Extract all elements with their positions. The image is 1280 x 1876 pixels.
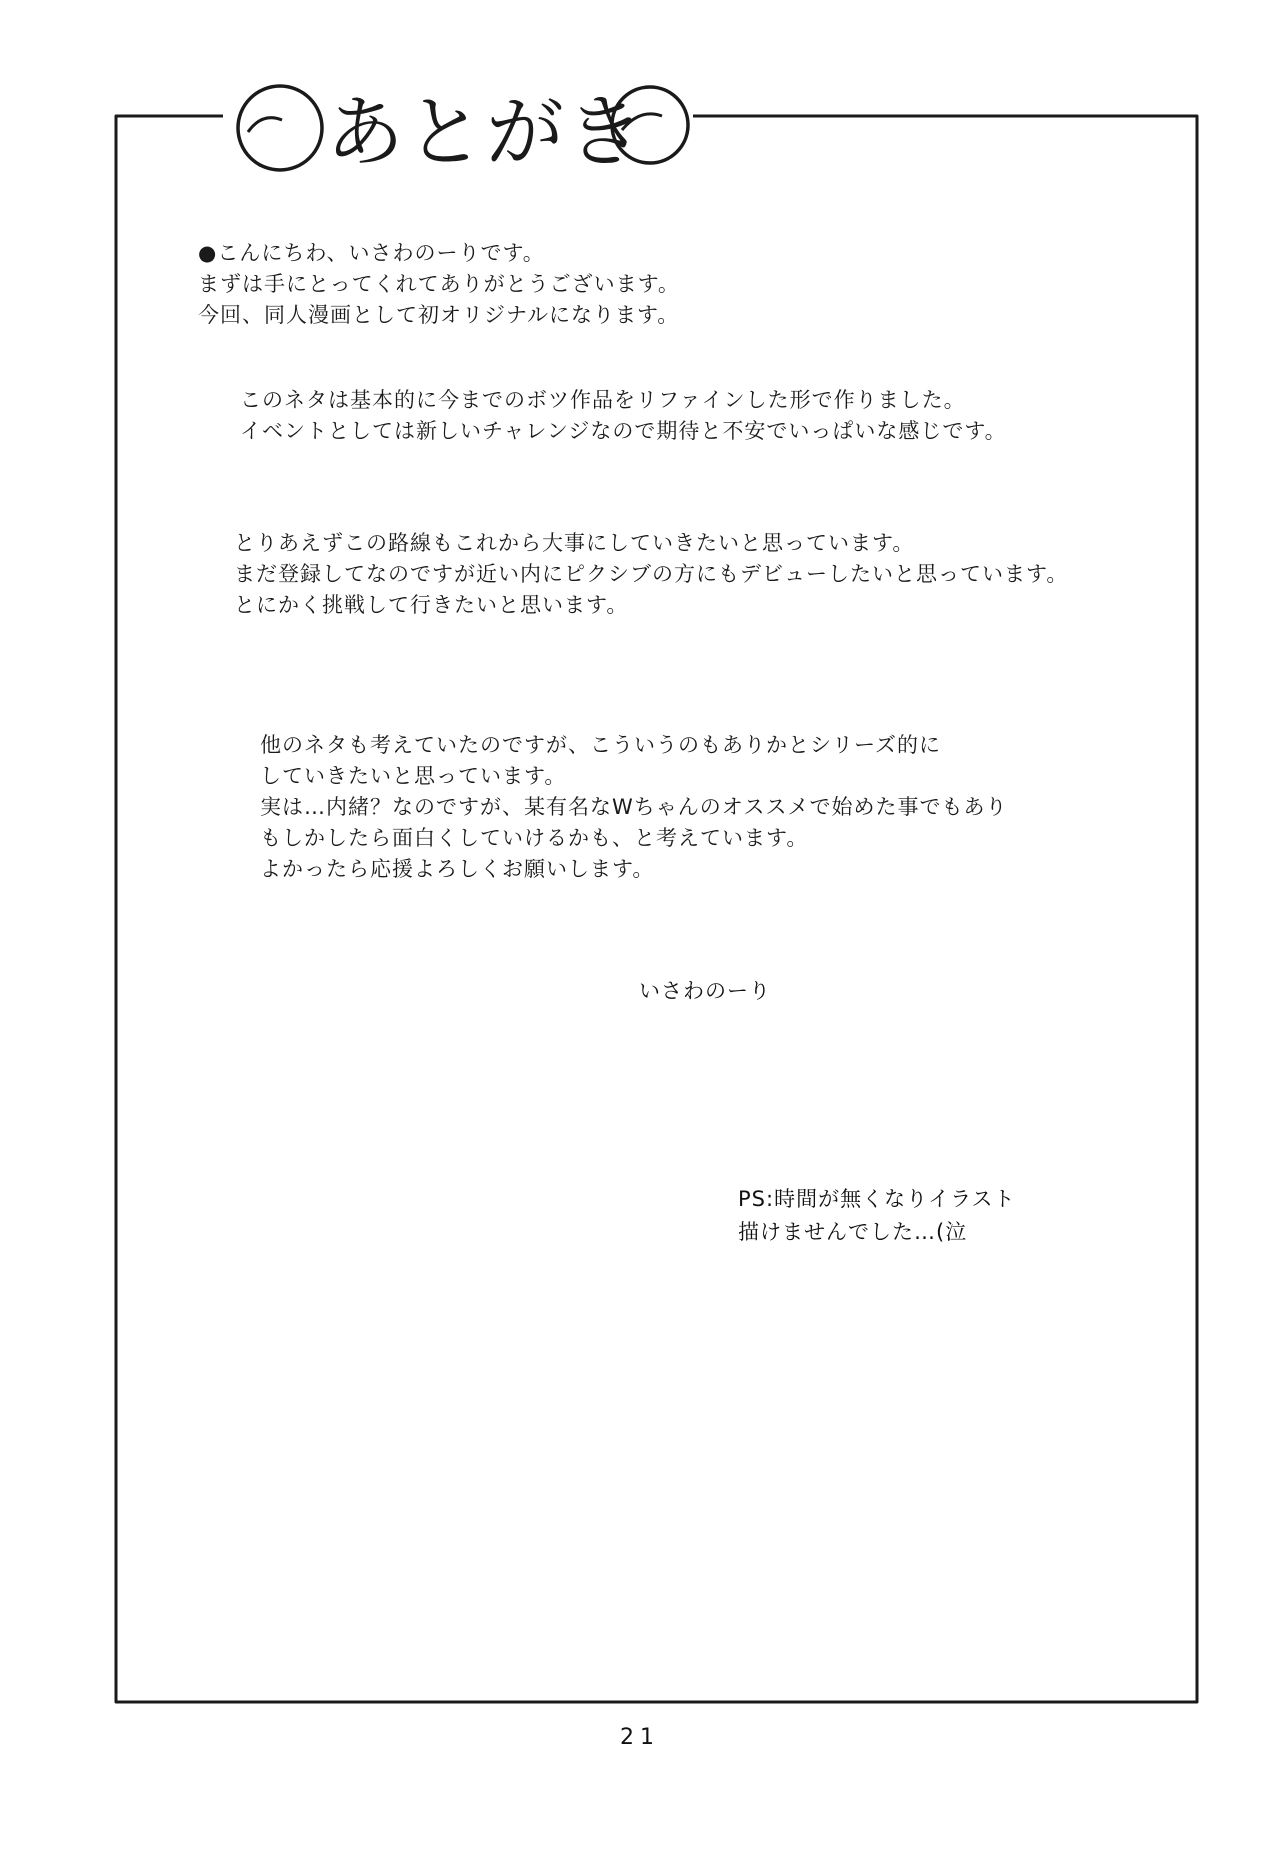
text-line: ●こんにちわ、いさわのーりです。: [198, 241, 545, 265]
paragraph-concept: [240, 385, 1007, 447]
text-line: もしかしたら面白くしていけるかも、と考えています。: [260, 826, 809, 850]
text-line: よかったら応援よろしくお願いします。: [260, 857, 655, 881]
paragraph-plans: [234, 528, 1068, 621]
author-signature: いさわのーり: [639, 979, 771, 1003]
paragraph-greeting: [198, 238, 680, 331]
text-line: まずは手にとってくれてありがとうございます。: [198, 272, 680, 296]
text-line: 実は…内緒？なのですが、某有名なWちゃんのオススメで始めた事でもあり: [260, 795, 1008, 819]
page-number: 21: [620, 1725, 660, 1750]
text-line: とにかく挑戦して行きたいと思います。: [234, 593, 629, 617]
postscript-line: PS:時間が無くなりイラスト: [738, 1187, 1016, 1211]
text-line: まだ登録してなのですが近い内にピクシブの方にもデビューしたいと思っています。: [234, 562, 1069, 586]
page-title: あとがき: [326, 88, 647, 178]
title-block: [232, 72, 702, 192]
text-line: していきたいと思っています。: [260, 764, 567, 788]
text-line: 他のネタも考えていたのですが、こういうのもありかとシリーズ的に: [260, 733, 941, 757]
text-line: イベントとしては新しいチャレンジなので期待と不安でいっぱいな感じです。: [240, 419, 1007, 443]
text-line: 今回、同人漫画として初オリジナルになります。: [198, 303, 680, 327]
text-line: とりあえずこの路線もこれから大事にしていきたいと思っています。: [234, 531, 915, 555]
postscript: [738, 1183, 1015, 1249]
text-line: このネタは基本的に今までのボツ作品をリファインした形で作りました。: [240, 388, 966, 412]
postscript-line: 描けませんでした…(泣: [738, 1220, 968, 1244]
paragraph-series: [260, 730, 1008, 885]
frame-border: [116, 116, 1197, 1702]
